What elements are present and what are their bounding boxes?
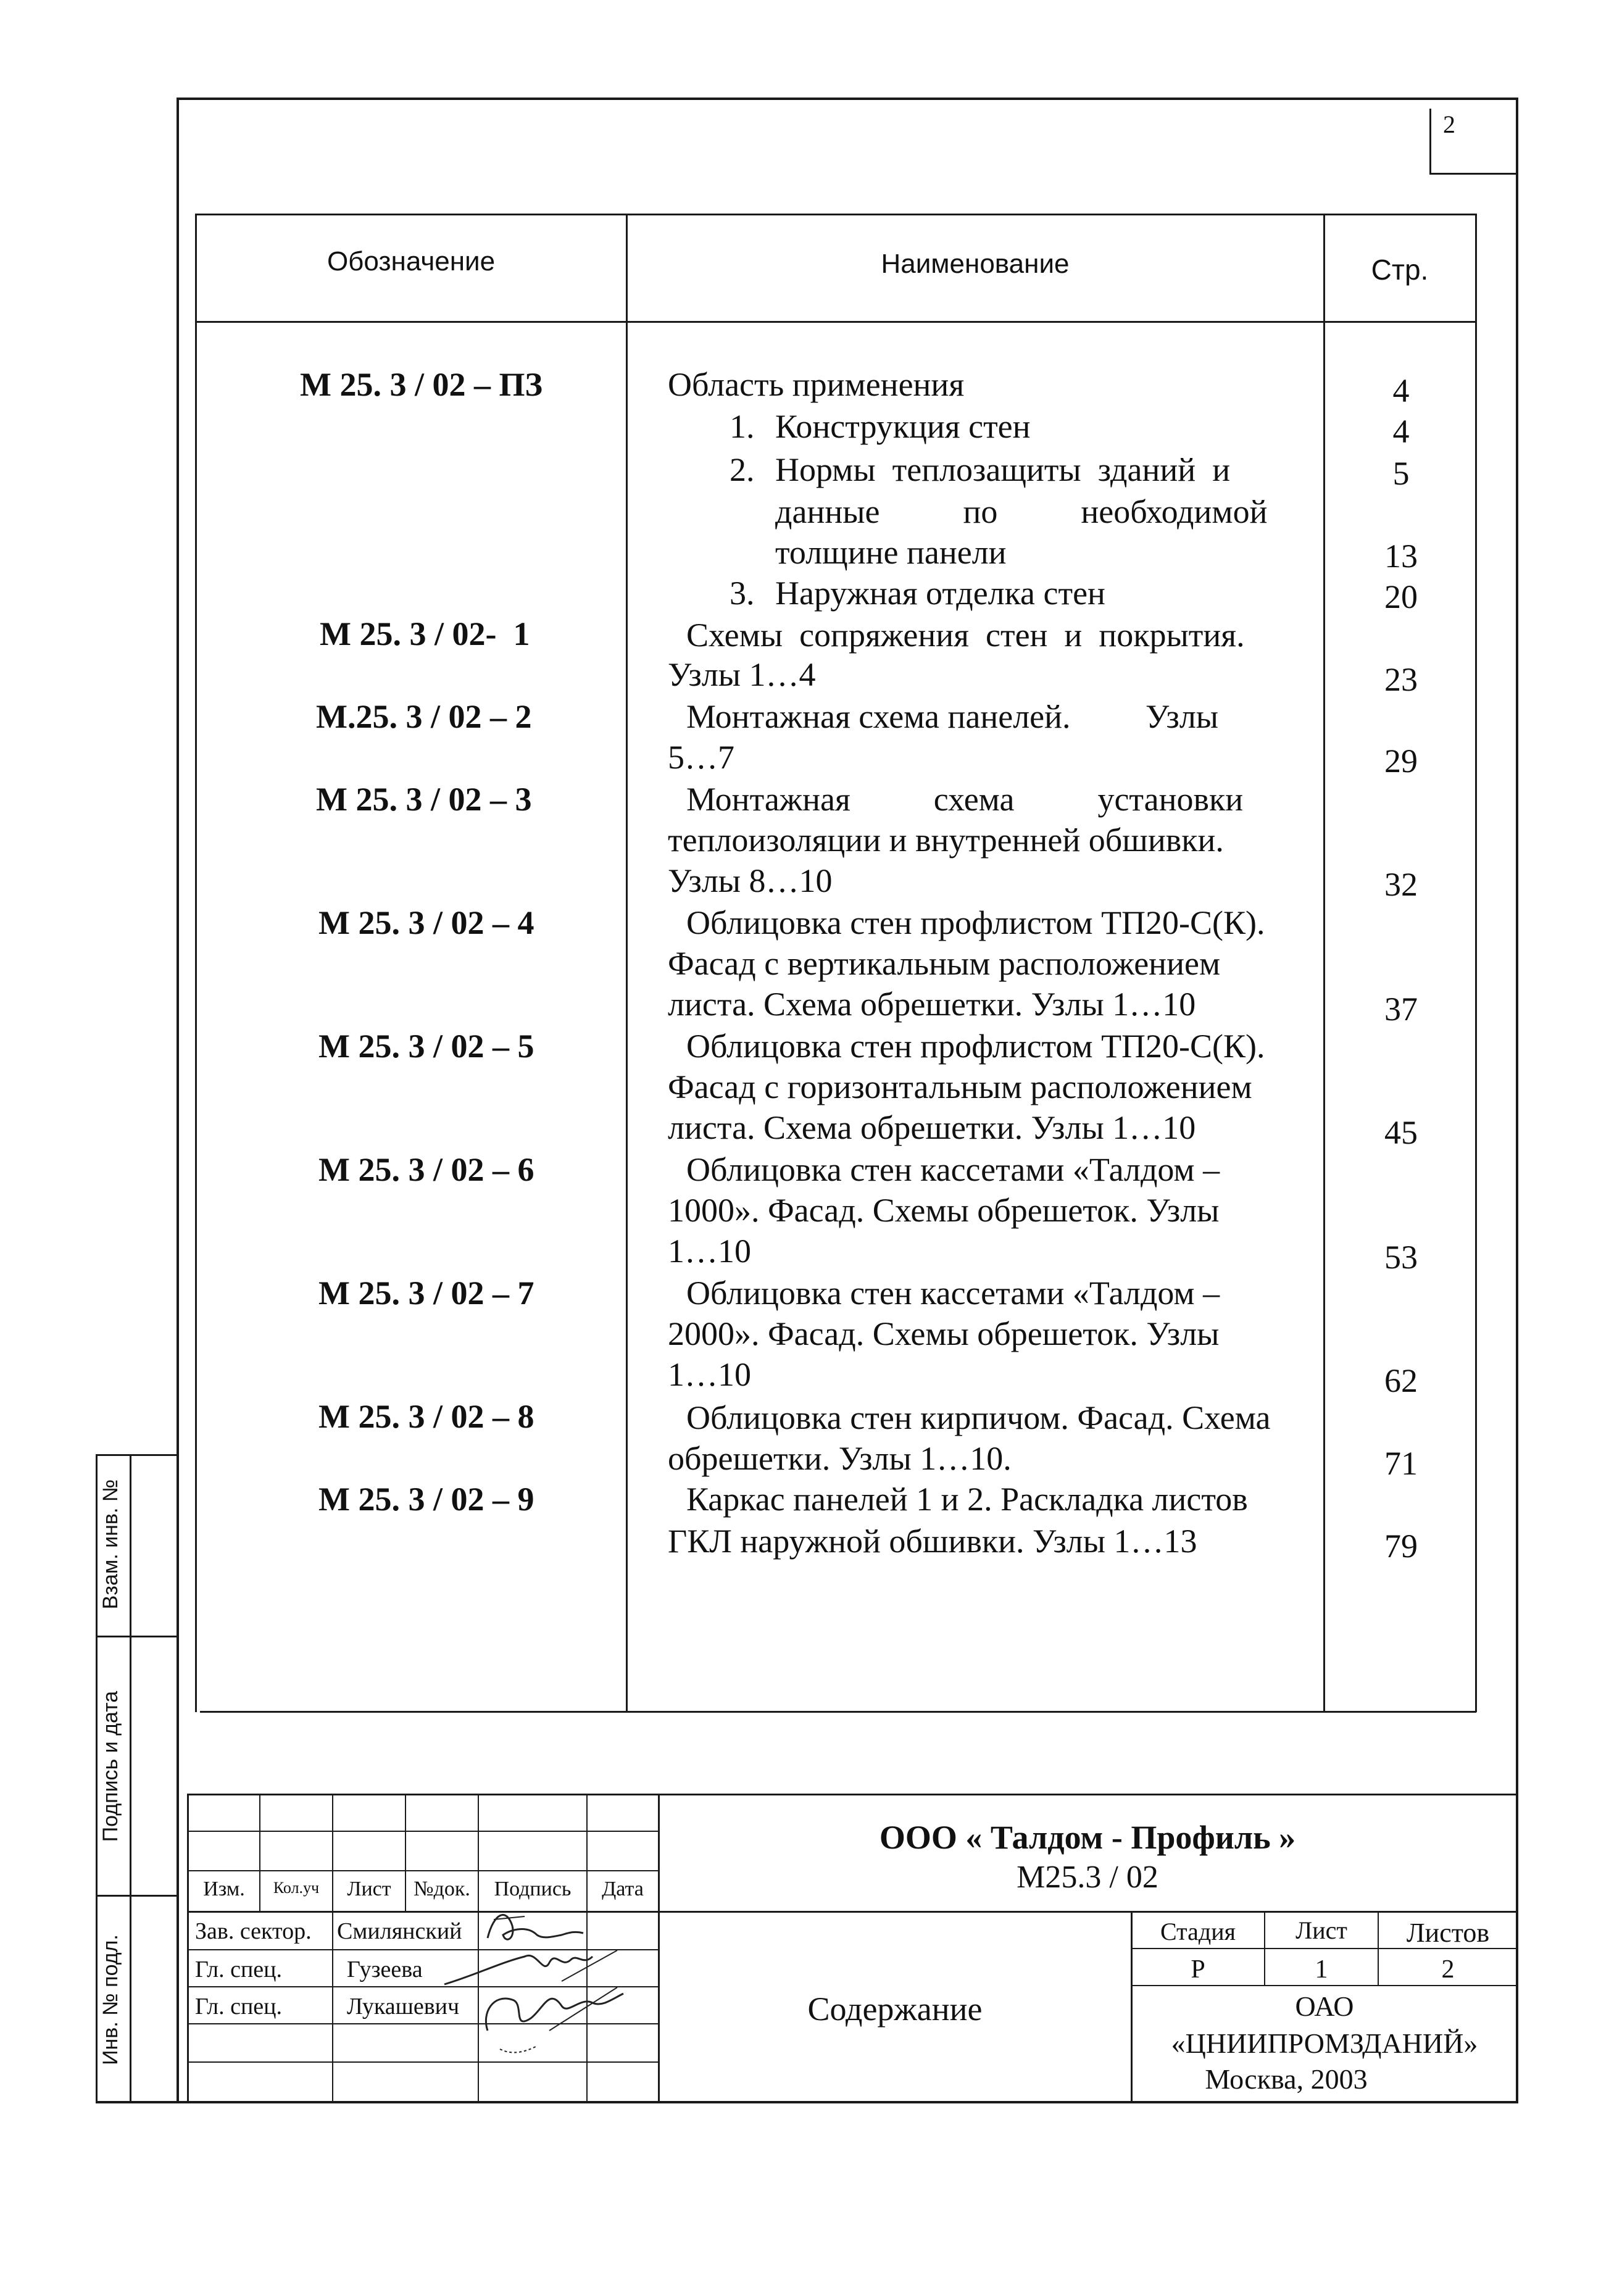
toc-title: 1…10 bbox=[668, 1233, 751, 1270]
company-name: ООО « Талдом - Профиль » bbox=[879, 1819, 1296, 1856]
toc-title: Монтажная схема установки bbox=[686, 781, 1244, 818]
toc-title: ГКЛ наружной обшивки. Узлы 1…13 bbox=[668, 1523, 1197, 1560]
toc-title: Облицовка стен профлистом ТП20-С(К). bbox=[686, 1028, 1265, 1065]
toc-page: 53 bbox=[1384, 1239, 1418, 1276]
tb-col bbox=[332, 1794, 333, 2102]
label-sign-date: Подпись и дата bbox=[99, 1691, 122, 1842]
toc-page: 13 bbox=[1384, 538, 1418, 575]
toc-top bbox=[195, 214, 1476, 215]
col-header-kol: Кол.уч bbox=[273, 1879, 320, 1897]
stage-label: Стадия bbox=[1160, 1918, 1236, 1945]
pagebox-left bbox=[1429, 109, 1431, 174]
col-header-list: Лист bbox=[347, 1878, 391, 1900]
toc-title: Облицовка стен кирпичом. Фасад. Схема bbox=[686, 1399, 1271, 1436]
toc-page: 20 bbox=[1384, 578, 1418, 615]
toc-title: Фасад с горизонтальным расположением bbox=[668, 1068, 1252, 1105]
toc-title: Фасад с вертикальным расположением bbox=[668, 945, 1221, 982]
org-line2: «ЦНИИПРОМЗДАНИЙ» bbox=[1171, 2028, 1478, 2059]
toc-title: Узлы 8…10 bbox=[668, 862, 833, 899]
staff-name: Гузеева bbox=[347, 1957, 423, 1982]
toc-title: 2000». Фасад. Схемы обрешеток. Узлы bbox=[668, 1315, 1220, 1352]
toc-code: М 25. 3 / 02 – ПЗ bbox=[300, 366, 543, 403]
frame-bottom bbox=[96, 2101, 1518, 2103]
col-header-ndok: №док. bbox=[414, 1878, 470, 1900]
sheet-value: 1 bbox=[1315, 1955, 1328, 1984]
toc-code: М 25. 3 / 02 – 5 bbox=[318, 1028, 534, 1065]
label-inv-original: Инв. № подл. bbox=[99, 1934, 122, 2065]
sheets-label: Листов bbox=[1406, 1918, 1490, 1948]
margin-sep2 bbox=[96, 1895, 178, 1897]
toc-title: Область применения bbox=[668, 366, 965, 403]
toc-title: теплоизоляции и внутренней обшивки. bbox=[668, 821, 1224, 859]
toc-col2 bbox=[1323, 214, 1325, 1712]
doc-code: М25.3 / 02 bbox=[1017, 1860, 1158, 1895]
toc-page: 62 bbox=[1384, 1362, 1418, 1399]
header-page: Стр. bbox=[1371, 254, 1429, 286]
pagebox-bottom bbox=[1429, 173, 1517, 175]
sheet-label: Лист bbox=[1295, 1916, 1347, 1944]
toc-title: Облицовка стен профлистом ТП20-С(К). bbox=[686, 904, 1265, 941]
margin-left bbox=[96, 1454, 98, 2103]
toc-code: М 25. 3 / 02- 1 bbox=[320, 615, 530, 652]
frame-top bbox=[178, 98, 1518, 100]
toc-title: обрешетки. Узлы 1…10. bbox=[668, 1440, 1012, 1477]
margin-sep1 bbox=[96, 1636, 178, 1637]
toc-title: листа. Схема обрешетки. Узлы 1…10 bbox=[668, 1109, 1196, 1146]
tb-row bbox=[187, 1831, 659, 1832]
toc-title: Конструкция стен bbox=[775, 408, 1031, 445]
toc-title: Схемы сопряжения стен и покрытия. bbox=[686, 617, 1245, 654]
toc-title: Нормы теплозащиты зданий и bbox=[775, 451, 1231, 488]
toc-title: Узлы 1…4 bbox=[668, 656, 816, 693]
toc-title: 1000». Фасад. Схемы обрешеток. Узлы bbox=[668, 1192, 1220, 1229]
toc-title: данные по необходимой bbox=[775, 493, 1268, 530]
toc-item-number: 2. bbox=[730, 451, 755, 488]
header-name: Наименование bbox=[881, 249, 1070, 279]
toc-code: М 25. 3 / 02 – 6 bbox=[318, 1151, 534, 1188]
toc-page: 4 bbox=[1392, 372, 1410, 409]
toc-title: Монтажная схема панелей. Узлы bbox=[686, 698, 1219, 735]
stage-value: Р bbox=[1191, 1955, 1205, 1984]
toc-page: 45 bbox=[1384, 1114, 1418, 1151]
toc-code: М 25. 3 / 02 – 9 bbox=[318, 1481, 534, 1518]
signature bbox=[475, 1975, 630, 2061]
toc-right bbox=[1475, 214, 1477, 1712]
org-line1: ОАО bbox=[1295, 1990, 1354, 2022]
frame-left bbox=[177, 98, 179, 2103]
toc-code: М 25. 3 / 02 – 3 bbox=[316, 781, 532, 818]
org-line3: Москва, 2003 bbox=[1205, 2063, 1368, 2095]
staff-role: Гл. спец. bbox=[195, 1994, 282, 2019]
col-header-sign: Подпись bbox=[494, 1878, 572, 1900]
toc-page: 29 bbox=[1384, 742, 1418, 780]
toc-item-number: 1. bbox=[730, 408, 755, 445]
tb-top bbox=[187, 1794, 1517, 1795]
toc-title: Облицовка стен кассетами «Талдом – bbox=[686, 1151, 1220, 1188]
col-header-date: Дата bbox=[602, 1878, 644, 1900]
tb-row bbox=[187, 2061, 659, 2063]
tb-row bbox=[187, 1870, 659, 1871]
toc-title: Облицовка стен кассетами «Талдом – bbox=[686, 1275, 1220, 1312]
tb-divider bbox=[187, 1911, 1517, 1913]
toc-page: 71 bbox=[1384, 1445, 1418, 1482]
sheets-value: 2 bbox=[1441, 1955, 1455, 1984]
header-designation: Обозначение bbox=[326, 246, 496, 277]
sheet-title: Содержание bbox=[807, 1990, 983, 2028]
toc-item-number: 3. bbox=[730, 575, 755, 612]
toc-code: М 25. 3 / 02 – 4 bbox=[318, 904, 534, 941]
tb-left bbox=[187, 1794, 189, 2102]
toc-title: 1…10 bbox=[668, 1356, 751, 1393]
toc-page: 23 bbox=[1384, 661, 1418, 698]
toc-code: М 25. 3 / 02 – 7 bbox=[318, 1275, 534, 1312]
col-header-izm: Изм. bbox=[203, 1878, 245, 1900]
toc-left bbox=[195, 214, 197, 1712]
page-number: 2 bbox=[1443, 110, 1455, 138]
toc-title: Каркас панелей 1 и 2. Раскладка листов bbox=[686, 1481, 1248, 1518]
toc-page: 32 bbox=[1384, 866, 1418, 903]
toc-col1 bbox=[626, 214, 628, 1712]
tb-right-row bbox=[1131, 1948, 1517, 1949]
toc-header-bottom bbox=[195, 321, 1476, 323]
toc-page: 4 bbox=[1392, 413, 1410, 450]
toc-title: листа. Схема обрешетки. Узлы 1…10 bbox=[668, 986, 1196, 1023]
toc-title: Наружная отделка стен bbox=[775, 575, 1105, 612]
margin-divider bbox=[130, 1454, 131, 2103]
toc-page: 5 bbox=[1392, 455, 1410, 492]
toc-title: толщине панели bbox=[775, 534, 1007, 571]
toc-title: 5…7 bbox=[668, 739, 734, 776]
staff-role: Гл. спец. bbox=[195, 1957, 282, 1982]
toc-code: М.25. 3 / 02 – 2 bbox=[316, 698, 532, 735]
frame-right bbox=[1516, 98, 1518, 2103]
tb-right-row bbox=[1131, 1985, 1517, 1986]
staff-name: Смилянский bbox=[337, 1918, 462, 1944]
staff-name: Лукашевич bbox=[347, 1994, 460, 2019]
label-replace-inv: Взам. инв. № bbox=[99, 1479, 122, 1610]
staff-role: Зав. сектор. bbox=[195, 1918, 312, 1944]
toc-page: 79 bbox=[1384, 1528, 1418, 1565]
toc-code: М 25. 3 / 02 – 8 bbox=[318, 1398, 534, 1435]
toc-bottom bbox=[200, 1711, 1476, 1713]
toc-page: 37 bbox=[1384, 991, 1418, 1028]
